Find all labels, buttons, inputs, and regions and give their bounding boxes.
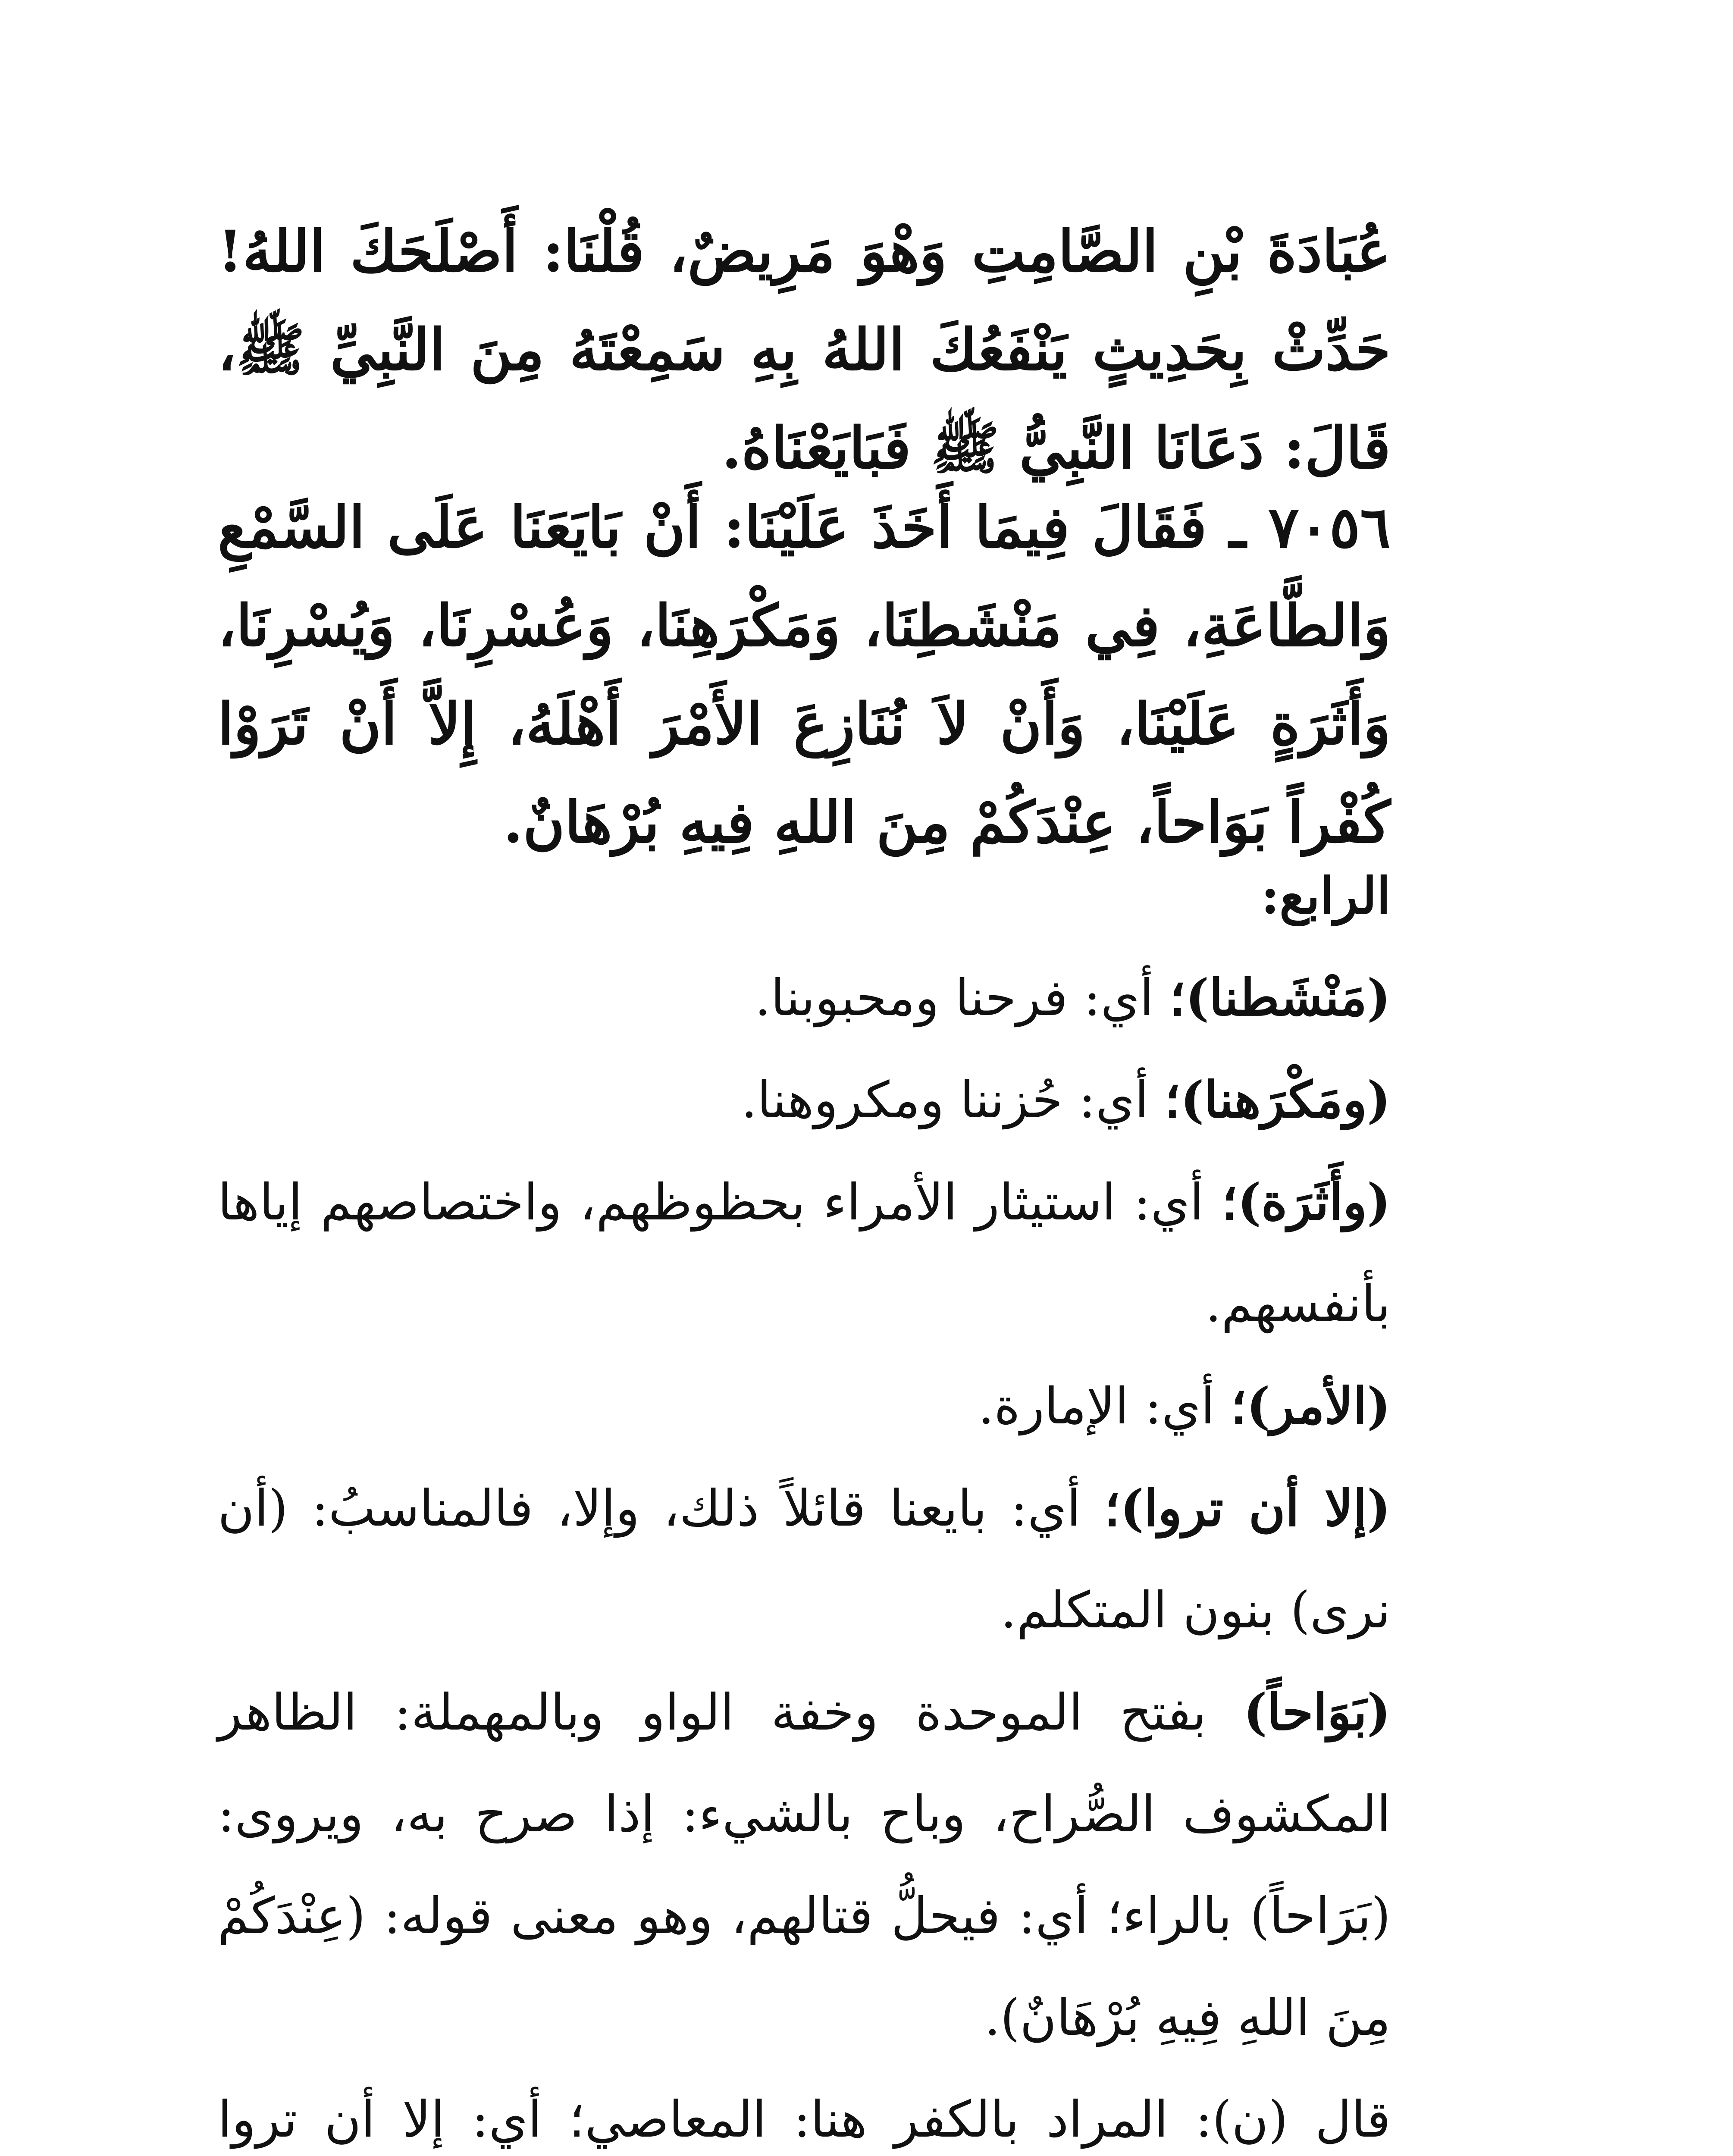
commentary-text: بفتح الموحدة وخفة الواو وبالمهملة: الظاهر المكشوف الصُّراح، وباح بالشيء: إذا صرح به، ويروى: (بَرَاحاً) بالراء؛ أي: فيحلُّ قتالهم، وهو معنى قوله: (عِنْدَكُمْ مِنَ اللهِ فِيهِ بُرْهَانٌ). <box>218 1683 1391 2047</box>
commentary-item <box>218 1661 1391 2069</box>
commentary-term: (مَنْشَطنا)؛ <box>1169 968 1391 1027</box>
commentary-item <box>218 1355 1391 1457</box>
commentary-term: (ومَكْرَهنا)؛ <box>1164 1071 1391 1129</box>
hadith-7056: ٧٠٥٦ ـ فَقَالَ فِيمَا أَخَذَ عَلَيْنَا: أَنْ بَايَعَنَا عَلَى السَّمْعِ وَالطَّاعَةِ، فِي مَنْشَطِنَا، وَمَكْرَهِنَا، وَعُسْرِنَا، وَيُسْرِنَا، وَأَثَرَةٍ عَلَيْنَا، وَأَنْ لاَ نُنَازِعَ الأَمْرَ أَهْلَهُ، إِلاَّ أَنْ تَرَوْا كُفْراً بَوَاحاً، عِنْدَكُمْ مِنَ اللهِ فِيهِ بُرْهَانٌ. <box>218 494 1391 856</box>
commentary-section <box>218 845 1391 2156</box>
commentary-text: قال (ن): المراد بالكفر هنا: المعاصي؛ أي: إلا أن تروا <box>218 2090 1391 2149</box>
commentary-item <box>218 1457 1391 1661</box>
commentary-text: أي: استيثار الأمراء بحظوظهم، واختصاصهم إياها بأنفسهم. <box>218 1173 1391 1333</box>
commentary-text: أي: فرحنا ومحبوبنا. <box>755 969 1170 1027</box>
commentary-item <box>218 947 1391 1049</box>
commentary-text: أي: حُزننا ومكروهنا. <box>741 1071 1165 1129</box>
commentary-item <box>218 1151 1391 1355</box>
commentary-item <box>218 2069 1391 2156</box>
commentary-term: (وأَثَرَة)؛ <box>1222 1173 1391 1232</box>
commentary-term: (الأمر)؛ <box>1230 1377 1391 1435</box>
commentary-term: (بَوَاحاً) <box>1243 1683 1391 1742</box>
hadith-continuation: عُبَادَةَ بْنِ الصَّامِتِ وَهْوَ مَرِيضٌ، قُلْنَا: أَصْلَحَكَ اللهُ! حَدِّثْ بِحَدِيثٍ يَنْفَعُكَ اللهُ بِهِ سَمِعْتَهُ مِنَ النَّبِيِّ ﷺ، قَالَ: دَعَانَا النَّبِيُّ ﷺ فَبَايَعْنَاهُ. <box>218 218 1391 482</box>
commentary-term: (إلا أن تروا)؛ <box>1104 1479 1391 1538</box>
commentary-heading: الرابع: <box>1261 867 1391 925</box>
commentary-text: أي: بايعنا قائلاً ذلك، وإلا، فالمناسبُ: (أن نرى) بنون المتكلم. <box>218 1479 1391 1639</box>
commentary-text: أي: الإمارة. <box>978 1377 1231 1435</box>
commentary-item <box>218 1049 1391 1151</box>
